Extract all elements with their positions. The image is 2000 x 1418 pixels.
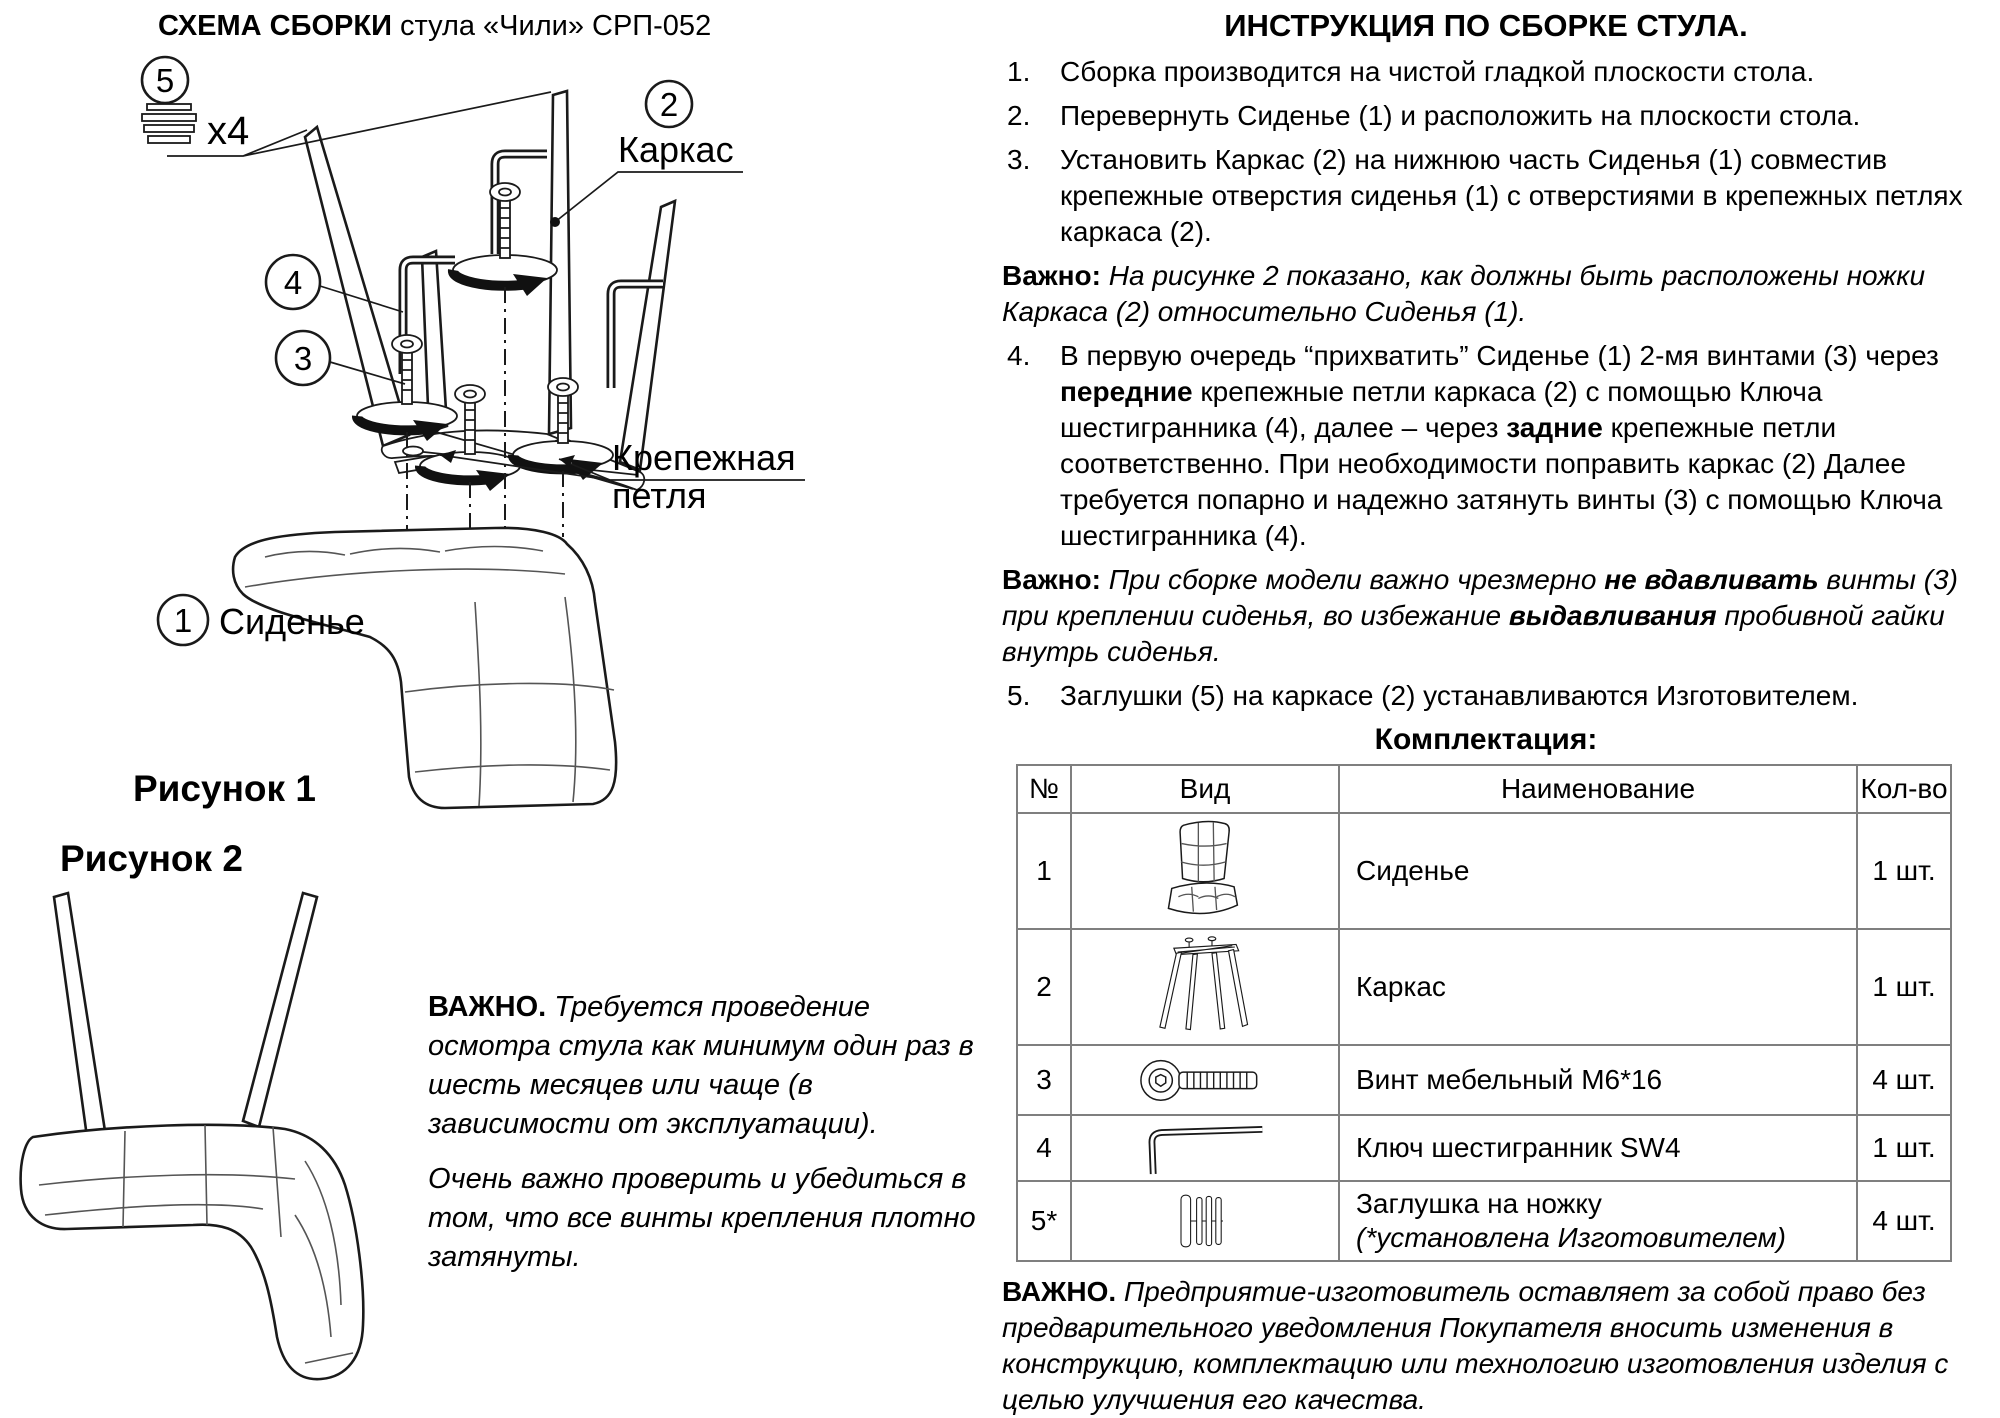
row5-num: 5* (1018, 1182, 1072, 1260)
row1-num: 1 (1018, 814, 1072, 930)
step-4-number: 4. (1007, 340, 1031, 371)
step-3 (1002, 142, 1970, 250)
fig2-seat (21, 1125, 364, 1379)
row3-qty: 4 шт. (1858, 1046, 1950, 1116)
frame-icon (1145, 933, 1265, 1041)
step-5-number: 5. (1007, 680, 1031, 711)
col-header-qty: Кол-во (1858, 766, 1950, 814)
row3-view (1072, 1046, 1340, 1116)
step-1 (1002, 54, 1970, 90)
assembly-scheme-title-rest: стула «Чили» СРП-052 (391, 10, 712, 42)
row4-num: 4 (1018, 1116, 1072, 1182)
row2-num: 2 (1018, 930, 1072, 1046)
row4-view (1072, 1116, 1340, 1182)
callout-3-number: 3 (293, 340, 313, 377)
manufacturer-note (1002, 1274, 1970, 1418)
frame-label-dot (550, 217, 560, 227)
col-header-view: Вид (1072, 766, 1340, 814)
row5-view (1072, 1182, 1340, 1260)
frame-leg-far (620, 201, 675, 470)
row1-name: Сиденье (1340, 814, 1858, 930)
note-screws-label: Важно: (1002, 564, 1101, 595)
step-5-text: Заглушки (5) на каркасе (2) устанавливаются Изготовителем. (1060, 680, 1859, 711)
mount-loop-label-line1: Крепежная (612, 437, 796, 478)
step-3-text: Установить Каркас (2) на нижнюю часть Сиденья (1) совместив крепежные отверстия сиденья (1) с отверстиями в крепежных петлях каркаса (2). (1060, 144, 1963, 247)
screw-top (453, 183, 557, 296)
callout-2-number: 2 (659, 86, 679, 123)
row3-num: 3 (1018, 1046, 1072, 1116)
row2-name: Каркас (1340, 930, 1858, 1046)
parts-table (1016, 764, 1952, 1262)
row5-qty: 4 шт. (1858, 1182, 1950, 1260)
maintenance-note-p2: Очень важно проверить и убедиться в том, что все винты крепления плотно затянуты. (428, 1163, 976, 1273)
figure1-caption: Рисунок 1 (133, 768, 316, 809)
note-figure2-label: Важно: (1002, 260, 1101, 291)
row1-qty: 1 шт. (1858, 814, 1950, 930)
step-2 (1002, 98, 1970, 134)
callout-5-number: 5 (155, 62, 175, 99)
maintenance-note (428, 988, 980, 1277)
assembly-scheme-title-bold: СХЕМА СБОРКИ (158, 10, 392, 42)
step-1-number: 1. (1007, 56, 1031, 87)
row4-name: Ключ шестигранник SW4 (1340, 1116, 1858, 1182)
step-1-text: Сборка производится на чистой гладкой плоскости стола. (1060, 56, 1815, 87)
note-screws: Важно: При сборке модели важно чрезмерно не вдавливать винты (3) при креплении сиденья, во избежание выдавливания пробивной гайки внутрь сиденья. (1002, 564, 1958, 667)
row2-view (1072, 930, 1340, 1046)
instructions-column (1002, 8, 1970, 1418)
callout-1-number: 1 (173, 602, 193, 639)
instructions-title: ИНСТРУКЦИЯ ПО СБОРКЕ СТУЛА. (1224, 8, 1748, 43)
maintenance-note-label: ВАЖНО. (428, 991, 547, 1023)
assembly-scheme-title (158, 10, 711, 43)
manufacturer-note-text: Предприятие-изготовитель оставляет за собой право без предварительного уведомления Покупателя вносить изменения в конструкцию, комплектацию или технологию изготовления изделия с целью улучшения его качества. (1002, 1276, 1949, 1415)
seat-drawing (233, 528, 616, 808)
mount-loop-label-line2: петля (612, 475, 707, 516)
step-3-number: 3. (1007, 144, 1031, 175)
fig2-leg-left (54, 893, 105, 1137)
figure2-caption: Рисунок 2 (60, 838, 243, 879)
manufacturer-note-label: ВАЖНО. (1002, 1276, 1117, 1307)
col-header-num: № (1018, 766, 1072, 814)
step-4 (1002, 338, 1970, 554)
note-figure2 (1002, 258, 1970, 330)
figure1-assembly-diagram (95, 42, 807, 842)
seat-label: Сиденье (219, 601, 365, 642)
step-5 (1002, 678, 1970, 714)
frame-label-leader (555, 172, 743, 222)
row2-qty: 1 шт. (1858, 930, 1950, 1046)
screw-icon (1130, 1049, 1280, 1111)
frame-label: Каркас (618, 129, 734, 170)
step-2-number: 2. (1007, 100, 1031, 131)
fig2-leg-right (243, 893, 317, 1127)
screw-right (513, 378, 613, 480)
note-figure2-text: На рисунке 2 показано, как должны быть расположены ножки Каркаса (2) относительно Сиденья (1). (1002, 260, 1926, 327)
row5-name: Заглушка на ножку (*установлена Изготовителем) (1340, 1182, 1858, 1260)
plug-quantity-label: x4 (207, 109, 250, 153)
step-4-text: В первую очередь “прихватить” Сиденье (1) 2-мя винтами (3) через передние крепежные петли каркаса (2) с помощью Ключа шестигранника (4), далее – через задние крепежные петли соответственно. При необходимости поправить каркас (2) Далее требуется попарно и надежно затянуть винты (3) с помощью Ключа шестигранника (4). (1060, 340, 1943, 551)
hex-key-icon (1110, 1117, 1300, 1179)
row4-qty: 1 шт. (1858, 1116, 1950, 1182)
seat-icon (1153, 817, 1257, 925)
leg-plug-icon (1162, 1188, 1248, 1254)
col-header-name: Наименование (1340, 766, 1858, 814)
row1-view (1072, 814, 1340, 930)
row3-name: Винт мебельный М6*16 (1340, 1046, 1858, 1116)
leg-plug-icon (142, 104, 196, 143)
maintenance-note-p1: ВАЖНО. Требуется проведение осмотра стула как минимум один раз в шесть месяцев или чаще (в зависимости от эксплуатации). (428, 991, 974, 1140)
parts-table-caption: Комплектация: (1374, 723, 1598, 756)
callout-4-number: 4 (283, 264, 303, 301)
step-2-text: Перевернуть Сиденье (1) и расположить на плоскости стола. (1060, 100, 1861, 131)
figure2-orientation-diagram (5, 885, 435, 1400)
